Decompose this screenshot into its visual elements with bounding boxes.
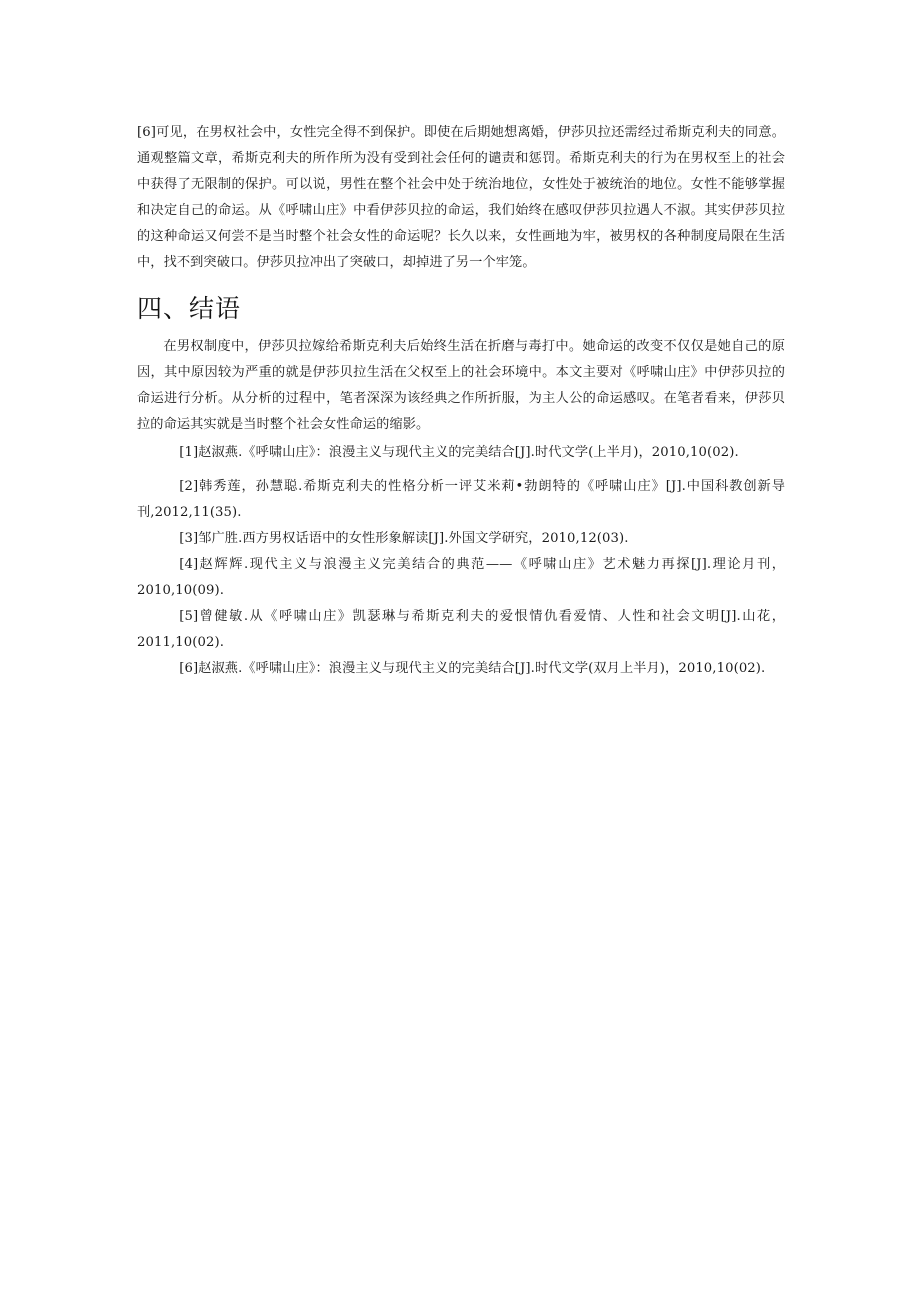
reference-item-4: [4]赵辉辉.现代主义与浪漫主义完美结合的典范——《呼啸山庄》艺术魅力再探[J].理论月刊，2010,10(09). — [137, 557, 785, 598]
document-content — [137, 120, 785, 682]
reference-item-1: [1]赵淑燕.《呼啸山庄》：浪漫主义与现代主义的完美结合[J].时代文学(上半月)，2010,10(02). — [179, 445, 739, 460]
reference-item-6: [6]赵淑燕.《呼啸山庄》：浪漫主义与现代主义的完美结合[J].时代文学(双月上半月)，2010,10(02). — [179, 661, 766, 676]
reference-item-2: [2]韩秀莲，孙慧聪.希斯克利夫的性格分析一评艾米莉•勃朗特的《呼啸山庄》[J].中国科教创新导刊,2012,11(35). — [137, 479, 785, 520]
body-paragraph: [6]可见，在男权社会中，女性完全得不到保护。即使在后期她想离婚，伊莎贝拉还需经过希斯克利夫的同意。通观整篇文章，希斯克利夫的所作所为没有受到社会任何的谴责和惩罚。希斯克利夫的行为在男权至上的社会中获得了无限制的保护。可以说，男性在整个社会中处于统治地位，女性处于被统治的地位。女性不能够掌握和决定自己的命运。从《呼啸山庄》中看伊莎贝拉的命运，我们始终在感叹伊莎贝拉遇人不淑。其实伊莎贝拉的这种命运又何尝不是当时整个社会女性的命运呢？长久以来，女性画地为牢，被男权的各种制度局限在生活中，找不到突破口。伊莎贝拉冲出了突破口，却掉进了另一个牢笼。 — [137, 125, 785, 270]
reference-item-5: [5]曾健敏.从《呼啸山庄》凯瑟琳与希斯克利夫的爱恨情仇看爱情、人性和社会文明[J].山花，2011,10(02). — [137, 609, 785, 650]
reference-item-3: [3]邹广胜.西方男权话语中的女性形象解读[J].外国文学研究，2010,12(03). — [179, 531, 629, 546]
conclusion-paragraph: 在男权制度中，伊莎贝拉嫁给希斯克利夫后始终生活在折磨与毒打中。她命运的改变不仅仅是她自己的原因，其中原因较为严重的就是伊莎贝拉生活在父权至上的社会环境中。本文主要对《呼啸山庄》中伊莎贝拉的命运进行分析。从分析的过程中，笔者深深为该经典之作所折服，为主人公的命运感叹。在笔者看来，伊莎贝拉的命运其实就是当时整个社会女性命运的缩影。 — [137, 339, 785, 432]
section-heading: 四、结语 — [137, 294, 242, 323]
reference-list — [137, 440, 785, 682]
